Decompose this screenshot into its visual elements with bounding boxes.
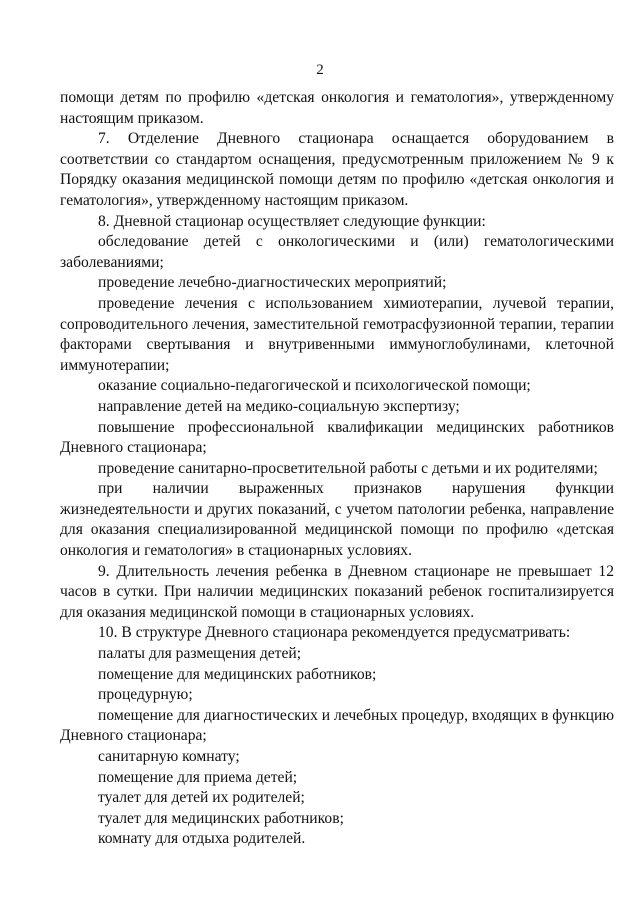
paragraph: 7. Отделение Дневного стационара оснащается оборудованием в соответствии со стандартом оснащения, предусмотренным приложением № 9 к Порядку оказания медицинской помощи детям по профилю «детская онкология и гематология», утвержденному настоящим приказом. — [60, 130, 614, 209]
list-item: туалет для детей их родителей; — [98, 789, 305, 807]
list-item: палаты для размещения детей; — [98, 645, 302, 663]
list-item: при наличии выраженных признаков нарушения функции жизнедеятельности и других показаний, с учетом патологии ребенка, направление для оказания специализированной медицинской помощи по профилю «детская онкология и гематология» в стационарных условиях. — [60, 480, 614, 560]
paragraph: 10. В структуре Дневного стационара рекомендуется предусматривать: — [98, 624, 571, 642]
paragraph: 8. Дневной стационар осуществляет следующие функции: — [98, 212, 486, 230]
list-item: туалет для медицинских работников; — [98, 809, 344, 827]
list-item: обследование детей с онкологическими и (или) гематологическими заболеваниями; — [60, 233, 614, 271]
list-item: санитарную комнату; — [98, 748, 240, 765]
list-item: направление детей на медико-социальную экспертизу; — [98, 397, 460, 415]
document-body — [60, 88, 614, 850]
list-item: проведение лечебно-диагностических мероприятий; — [98, 274, 447, 292]
list-item: процедурную; — [98, 686, 193, 704]
list-item: помещение для медицинских работников; — [98, 665, 377, 683]
list-item: помещение для диагностических и лечебных процедур, входящих в функцию Дневного стационара; — [60, 706, 614, 745]
list-item: проведение лечения с использованием химиотерапии, лучевой терапии, сопроводительного лечения, заместительной гемотрасфузионной терапии, терапии факторами свертывания и внутривенными иммуноглобулинами, клеточной иммунотерапии; — [60, 294, 614, 374]
paragraph: помощи детям по профилю «детская онкология и гематология», утвержденному настоящим приказом. — [60, 89, 614, 127]
list-item: повышение профессиональной квалификации медицинских работников Дневного стационара; — [60, 418, 614, 457]
list-item: комнату для отдыха родителей. — [98, 830, 306, 848]
list-item: помещение для приема детей; — [98, 768, 298, 786]
page-number: 2 — [316, 62, 324, 78]
list-item: оказание социально-педагогической и психологической помощи; — [98, 377, 531, 395]
list-item: проведение санитарно-просветительной работы с детьми и их родителями; — [98, 459, 598, 477]
paragraph: 9. Длительность лечения ребенка в Дневном стационаре не превышает 12 часов в сутки. При наличии медицинских показаний ребенок госпитализируется для оказания медицинской помощи в стационарных условиях. — [60, 562, 614, 621]
